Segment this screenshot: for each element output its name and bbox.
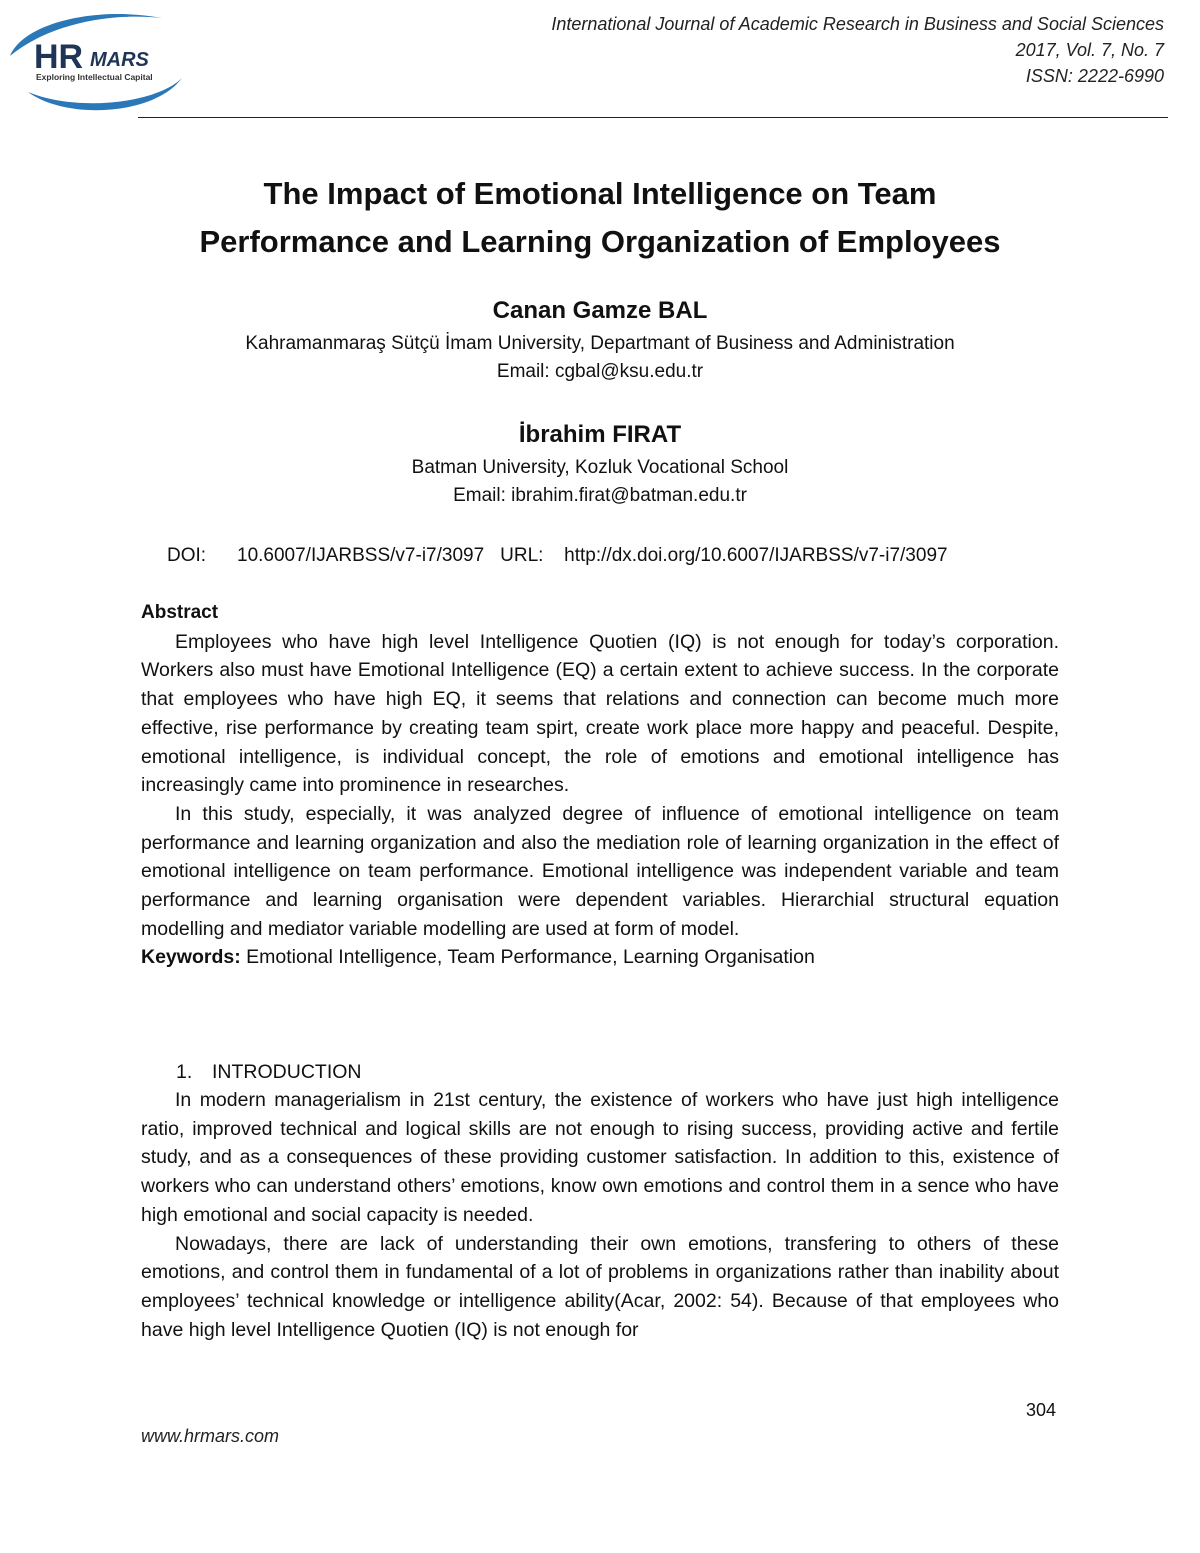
- journal-issn: ISSN: 2222-6990: [1025, 66, 1164, 86]
- abstract-heading: Abstract: [141, 602, 219, 623]
- page-number: 304: [1026, 1400, 1057, 1420]
- section-number: 1.: [176, 1061, 193, 1083]
- keywords-text: Emotional Intelligence, Team Performance, Learning Organisation: [246, 946, 815, 969]
- paper-title: [100, 170, 1100, 266]
- author-affiliation: Kahramanmaraş Sütçü İmam University, Departmant of Business and Administration: [245, 333, 955, 354]
- author-affiliation: Batman University, Kozluk Vocational School: [411, 457, 789, 478]
- introduction-paragraph-2: Nowadays, there are lack of understanding their own emotions, transfering to others of these emotions, and control them in fundamental of a lot of problems in organizations rather than inability about employees’ technical knowledge or intelligence ability(Acar, 2002: 54). Because of that employees who have high level Intelligence Quotien (IQ) is not enough for: [141, 1232, 1059, 1341]
- doi-line: [167, 542, 948, 570]
- logo-text-mars: MARS: [90, 49, 149, 71]
- doi-value[interactable]: 10.6007/IJARBSS/v7-i7/3097: [237, 545, 485, 566]
- author-email: Email: cgbal@ksu.edu.tr: [496, 361, 704, 382]
- hrmars-logo: [6, 8, 186, 120]
- introduction-paragraph-1: In modern managerialism in 21st century, the existence of workers who have just high intelligence ratio, improved technical and logical skills are not enough to rising success, providing active and fertile study, and as a consequences of these providing customer satisfaction. In addition to this, existence of workers who can understand others’ emotions, know own emotions and control them in a sence who have high emotional and social capacity is needed.: [141, 1089, 1059, 1226]
- header-divider: [138, 117, 1168, 118]
- author-name: Canan Gamze BAL: [492, 297, 708, 324]
- abstract-paragraph-1: Employees who have high level Intelligence Quotien (IQ) is not enough for today’s corporation. Workers also must have Emotional Intelligence (EQ) a certain extent to achieve success. In the corporate that employees who have high EQ, it seems that relations and connection can become much more effective, rise performance by creating team spirt, create work place more happy and peaceful. Despite, emotional intelligence, is individual concept, the role of emotions and emotional intelligence has increasingly came into prominence in researches.: [141, 630, 1059, 797]
- journal-info: [551, 11, 1164, 89]
- logo-text-hr: HR: [34, 38, 84, 76]
- keywords-label: Keywords:: [141, 946, 241, 969]
- introduction-heading: [141, 1058, 1059, 1086]
- doi-label: DOI:: [167, 545, 207, 566]
- section-title: INTRODUCTION: [212, 1061, 362, 1083]
- url-value[interactable]: http://dx.doi.org/10.6007/IJARBSS/v7-i7/3097: [564, 545, 948, 566]
- introduction-section: [141, 1058, 1059, 1344]
- author-email: Email: ibrahim.firat@batman.edu.tr: [453, 485, 747, 506]
- url-label: URL:: [500, 545, 544, 566]
- author-name: İbrahim FIRAT: [518, 421, 682, 448]
- title-line-2: Performance and Learning Organization of Employees: [199, 224, 1001, 259]
- footer-website-link[interactable]: www.hrmars.com: [141, 1426, 280, 1446]
- journal-volume: 2017, Vol. 7, No. 7: [1015, 40, 1164, 60]
- author-block-1: [100, 294, 1100, 386]
- logo-swoosh-graphic: [6, 8, 186, 120]
- keywords-line: [141, 943, 1059, 972]
- abstract-paragraph-2: In this study, especially, it was analyzed degree of influence of emotional intelligence on team performance and learning organization and also the mediation role of learning organization in the effect of emotional intelligence on team performance. Emotional intelligence was independent variable and team performance and learning organisation were dependent variables. Hierarchial structural equation modelling and mediator variable modelling are used at form of model.: [141, 802, 1059, 940]
- author-block-2: [100, 418, 1100, 510]
- abstract-section: [141, 599, 1059, 972]
- journal-name: International Journal of Academic Research in Business and Social Sciences: [551, 14, 1164, 34]
- logo-tagline: Exploring Intellectual Capital: [36, 72, 153, 82]
- title-line-1: The Impact of Emotional Intelligence on Team: [263, 176, 937, 211]
